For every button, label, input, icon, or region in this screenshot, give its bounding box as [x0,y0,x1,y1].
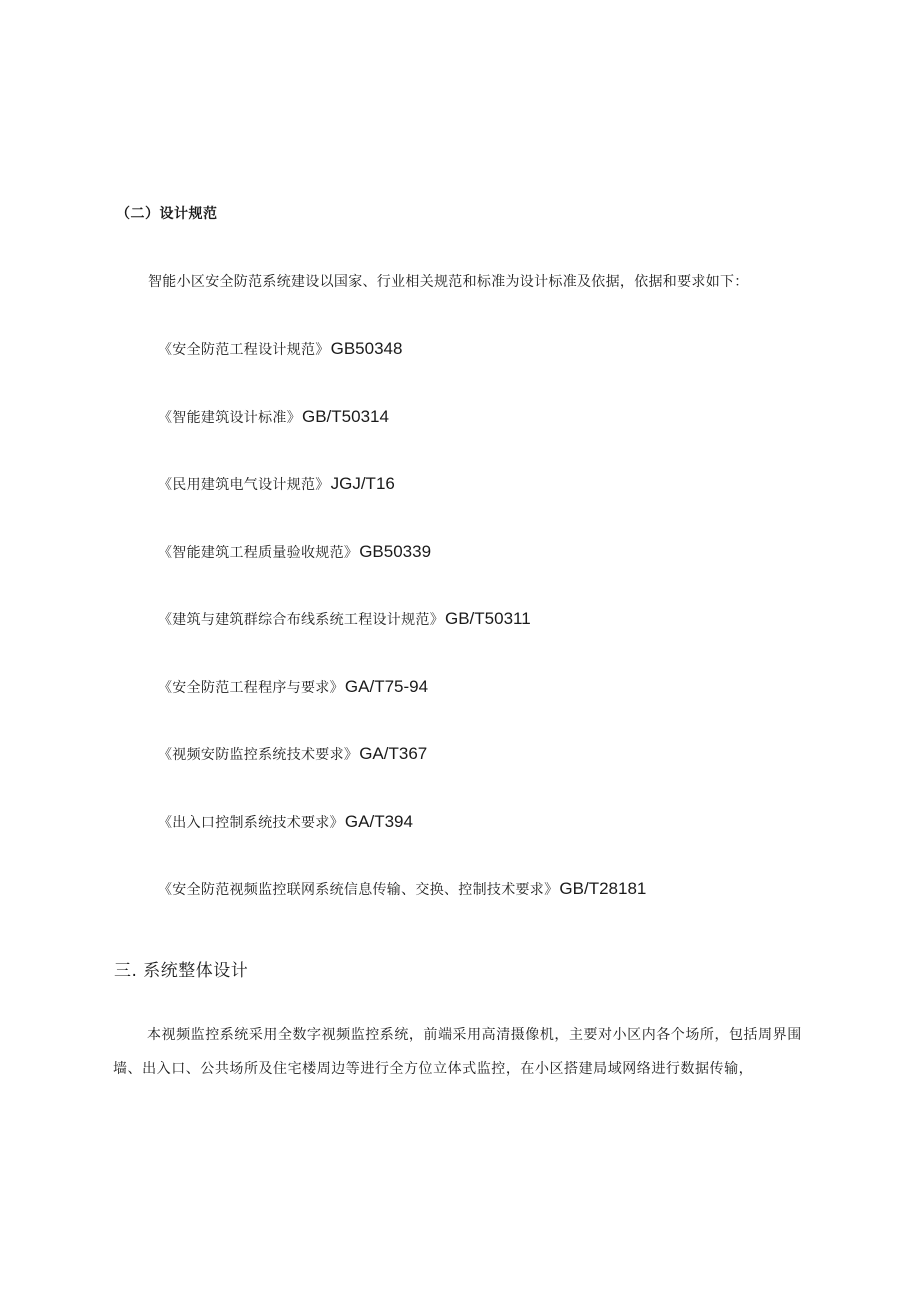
standard-name: 《建筑与建筑群综合布线系统工程设计规范》 [158,612,444,628]
standard-item [158,811,646,879]
standard-name: 《智能建筑设计标准》 [158,409,301,426]
standard-code: GB50348 [330,339,403,358]
standard-code: GB/T50314 [302,406,389,426]
standard-name: 《民用建筑电气设计规范》 [158,477,330,493]
standard-item [158,406,646,474]
standard-code: GA/T367 [359,744,428,763]
standard-code: GB50339 [359,541,432,561]
standards-list [158,338,646,946]
standard-item [158,676,646,744]
standard-item [158,878,646,946]
standard-code: GA/T75-94 [344,676,429,696]
standard-name: 《智能建筑工程质量验收规范》 [158,544,359,561]
standard-code: GA/T394 [344,811,413,831]
standard-code: JGJ/T16 [330,474,395,493]
standard-name: 《出入口控制系统技术要求》 [158,814,344,831]
section-heading-overall-design: 三. 系统整体设计 [114,961,249,981]
standard-name: 《安全防范工程设计规范》 [158,342,330,358]
standard-name: 《视频安防监控系统技术要求》 [158,747,359,763]
intro-paragraph: 智能小区安全防范系统建设以国家、行业相关规范和标准为设计标准及依据，依据和要求如下： [148,274,749,290]
standard-item [158,743,646,811]
standard-item [158,608,646,676]
standard-code: GB/T28181 [559,879,647,898]
standard-name: 《安全防范工程程序与要求》 [158,679,344,696]
standard-code: GB/T50311 [445,609,531,628]
body-paragraph: 本视频监控系统采用全数字视频监控系统，前端采用高清摄像机，主要对小区内各个场所，包括周界围墙、出入口、公共场所及住宅楼周边等进行全方位立体式监控，在小区搭建局域网络进行数据传输， [113,1027,802,1077]
standard-name: 《安全防范视频监控联网系统信息传输、交换、控制技术要求》 [158,882,559,898]
standard-item [158,541,646,609]
standard-item [158,338,646,406]
standard-item [158,473,646,541]
subheading-design-specs: （二）设计规范 [116,206,218,222]
